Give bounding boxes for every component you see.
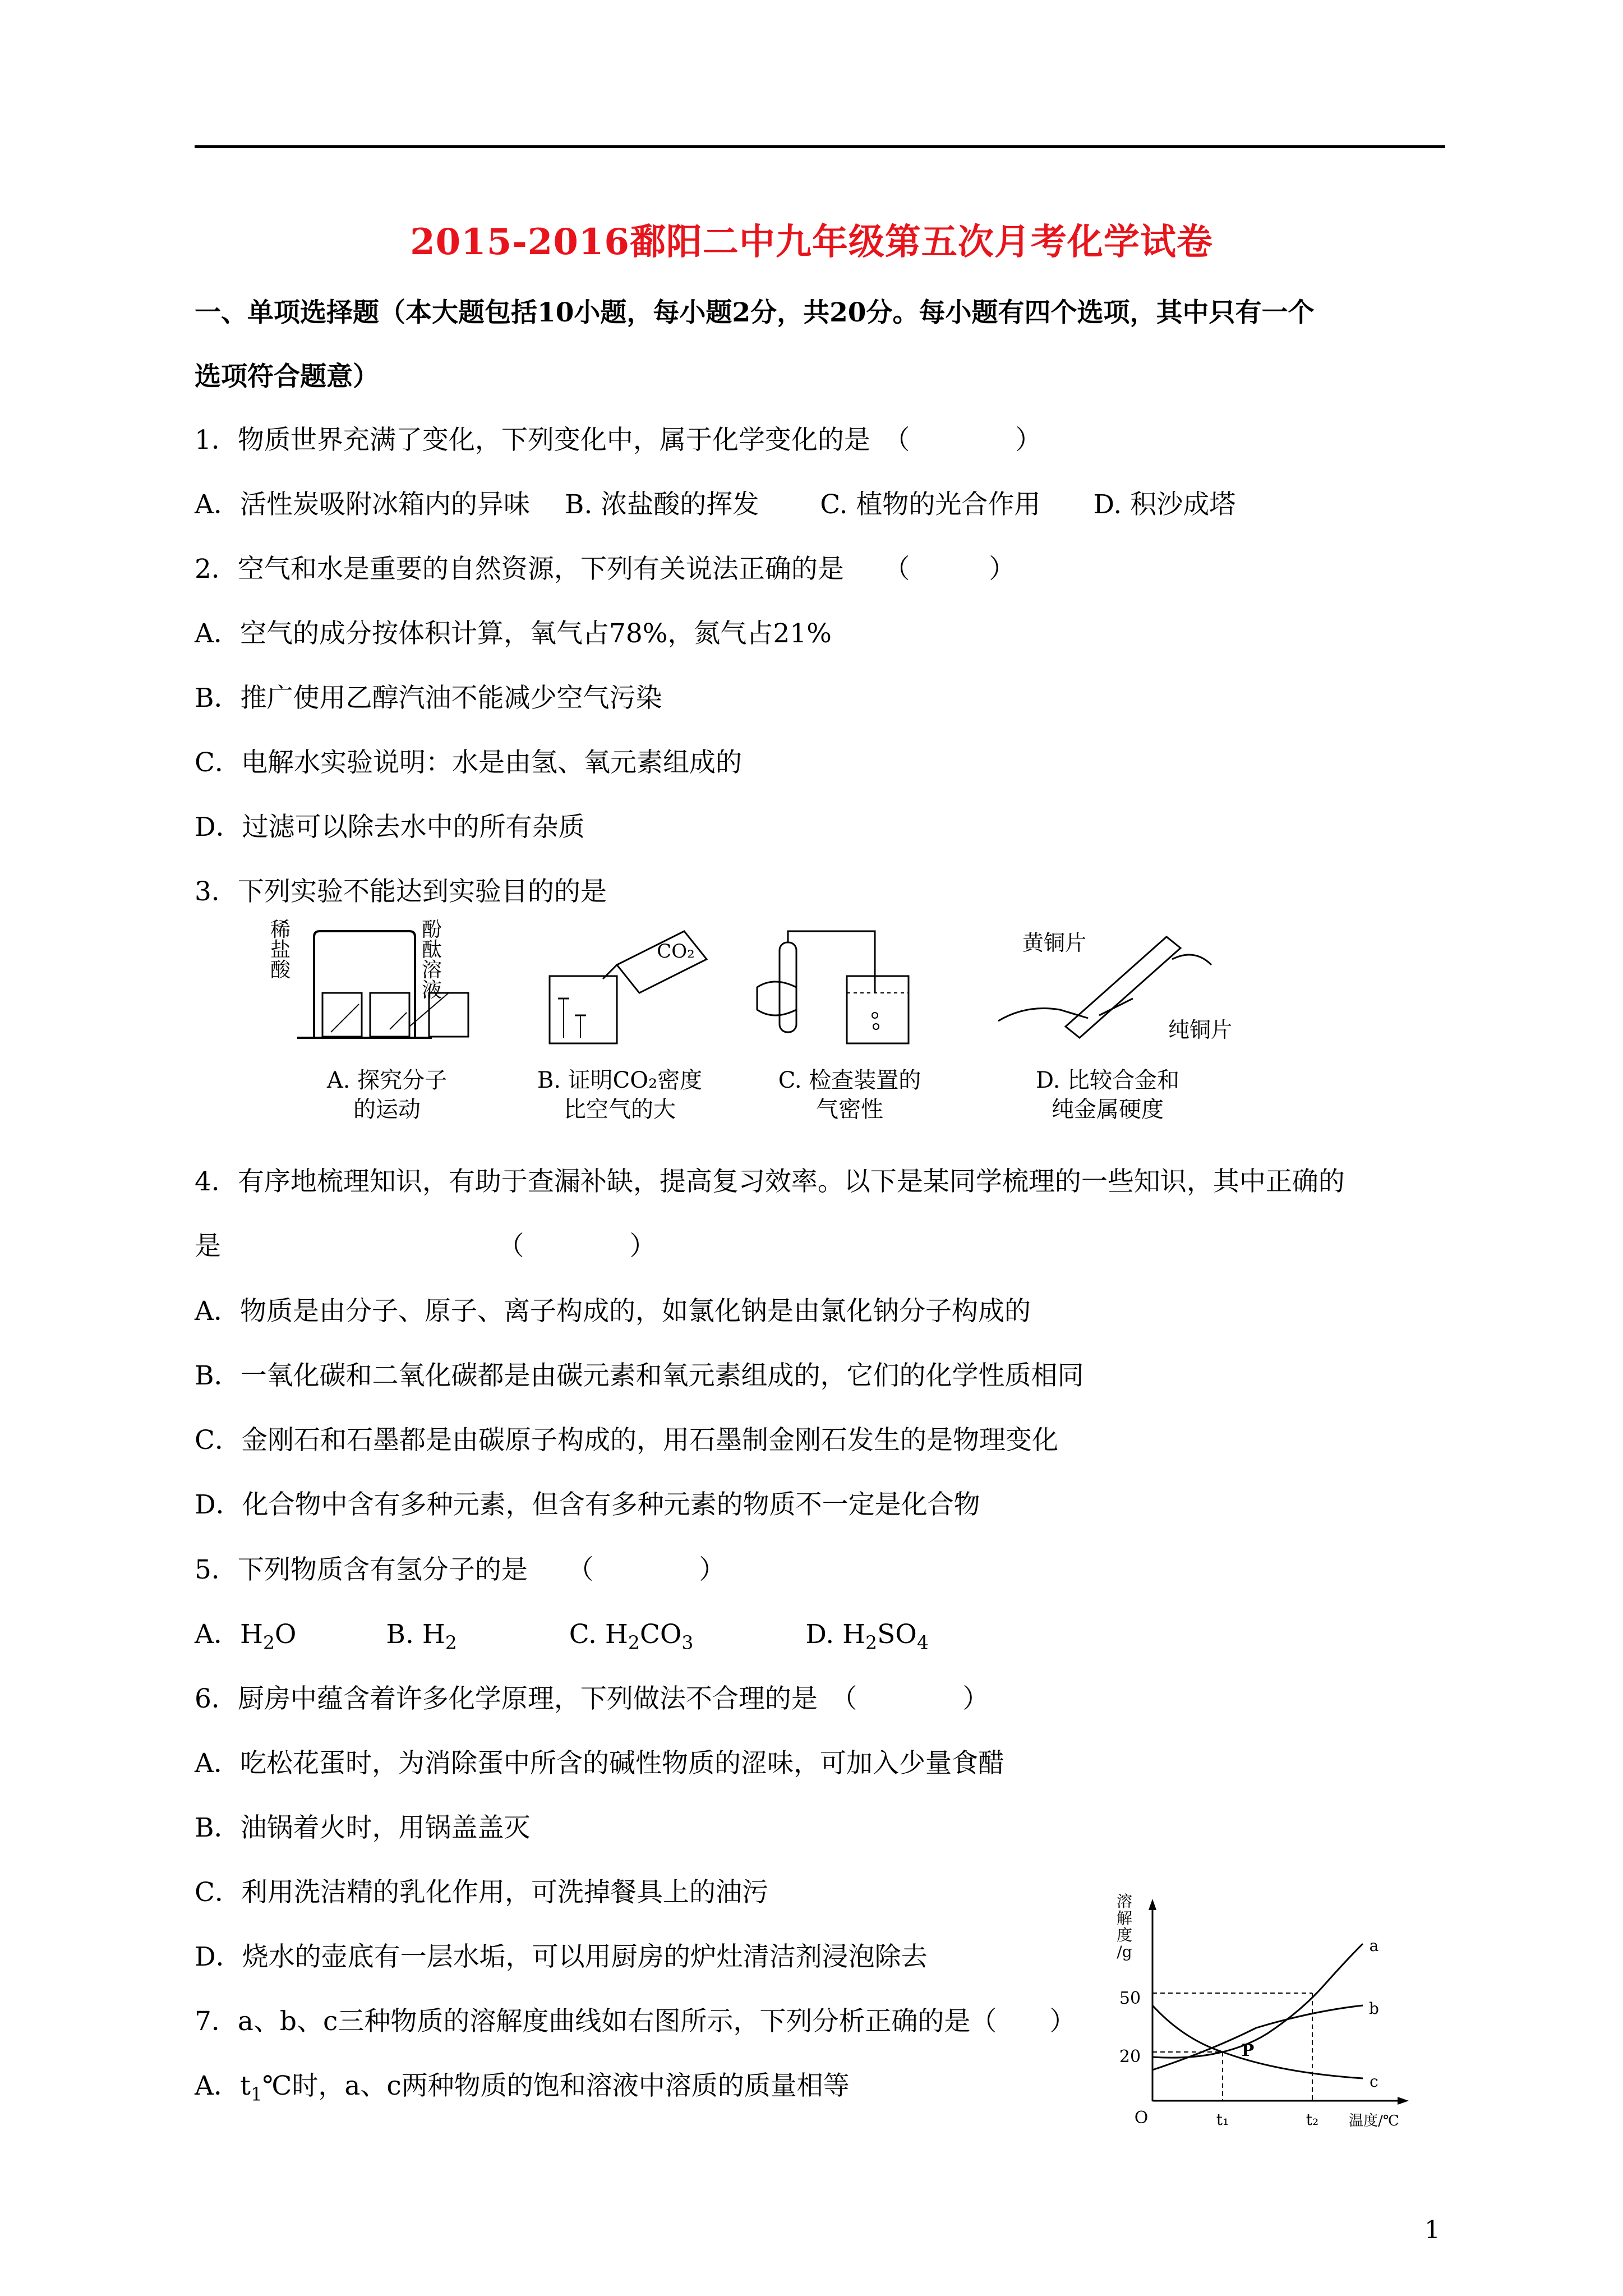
point-p-label: P xyxy=(1241,2041,1255,2060)
figure-a-caption: A. 探究分子 xyxy=(326,1068,448,1093)
q5-stem: 5．下列物质含有氢分子的是 （ ） xyxy=(195,1554,726,1585)
q6-option-d: D．烧水的壶底有一层水垢，可以用厨房的炉灶清洁剂浸泡除去 xyxy=(195,1941,928,1972)
figure-d-caption-2: 纯金属硬度 xyxy=(1052,1097,1164,1122)
label-phenolphthalein: 酚 酞 溶 液 xyxy=(421,918,442,1002)
q4-option-c: C．金刚石和石墨都是由碳原子构成的，用石墨制金刚石发生的是物理变化 xyxy=(195,1425,1058,1456)
figure-a-molecule-motion xyxy=(270,918,505,1133)
label-brass-sheet: 黄铜片 xyxy=(1022,931,1086,955)
figure-c-caption-2: 气密性 xyxy=(816,1097,883,1122)
q2-option-b: B．推广使用乙醇汽油不能减少空气污染 xyxy=(195,683,662,714)
chart-ylabel: 溶 解 度 /g xyxy=(1116,1892,1132,1961)
x-axis-arrow xyxy=(1398,2097,1409,2105)
q7-stem: 7．a、b、c三种物质的溶解度曲线如右图所示，下列分析正确的是（ ） xyxy=(195,2006,1076,2037)
xtick-t1: t₁ xyxy=(1216,2110,1229,2129)
q6-option-c: C．利用洗洁精的乳化作用，可洗掉餐具上的油污 xyxy=(195,1877,768,1908)
q2-option-d: D．过滤可以除去水中的所有杂质 xyxy=(195,812,585,843)
curve-b-label: b xyxy=(1369,1999,1379,2018)
q4-stem: 4．有序地梳理知识，有助于查漏补缺，提高复习效率。以下是某同学梳理的一些知识，其中正确的 xyxy=(195,1166,1345,1197)
q2-stem: 2．空气和水是重要的自然资源，下列有关说法正确的是 （ ） xyxy=(195,554,1016,585)
xtick-t2: t₂ xyxy=(1306,2110,1319,2129)
page-number: 1 xyxy=(1424,2216,1440,2244)
q6-option-a: A．吃松花蛋时，为消除蛋中所含的碱性物质的涩味，可加入少量食醋 xyxy=(195,1748,1004,1779)
ytick-50: 50 xyxy=(1119,1989,1141,2008)
curve-c xyxy=(1152,2005,1363,2078)
chart-origin: O xyxy=(1134,2108,1149,2128)
q3-figures xyxy=(270,918,1262,1133)
q4-option-d: D．化合物中含有多种元素，但含有多种元素的物质不一定是化合物 xyxy=(195,1489,980,1520)
figure-d-caption: D. 比较合金和 xyxy=(1035,1068,1180,1093)
q6-option-b: B．油锅着火时，用锅盖盖灭 xyxy=(195,1812,531,1843)
label-pure-copper-sheet: 纯铜片 xyxy=(1168,1018,1232,1042)
co2-bottle-label: CO₂ xyxy=(657,940,695,963)
q1-stem: 1．物质世界充满了变化，下列变化中，属于化学变化的是 （ ） xyxy=(195,425,1042,455)
page-title: 2015-2016鄱阳二中九年级第五次月考化学试卷 xyxy=(410,221,1213,263)
q5-options xyxy=(195,1618,929,1659)
figure-d-hardness xyxy=(987,926,1239,1133)
figure-b-caption: B. 证明CO₂密度 xyxy=(537,1068,703,1093)
figure-b-co2-density xyxy=(533,926,718,1133)
q5-option-c: C. $H_2CO_3$ xyxy=(569,1619,694,1654)
q4-option-b: B．一氧化碳和二氧化碳都是由碳元素和氧元素组成的，它们的化学性质相同 xyxy=(195,1360,1084,1391)
curve-c-label: c xyxy=(1370,2072,1378,2091)
ytick-20: 20 xyxy=(1119,2047,1141,2067)
beaker-bell-jar-diagram xyxy=(280,926,505,1055)
curve-a xyxy=(1152,1944,1363,2058)
figure-c-caption: C. 检查装置的 xyxy=(778,1068,921,1093)
q5-option-b: B. $H_2$ xyxy=(386,1619,457,1654)
q2-option-c: C．电解水实验说明：水是由氢、氧元素组成的 xyxy=(195,747,742,778)
figure-a-caption-2: 的运动 xyxy=(353,1097,421,1122)
solubility-curve-chart xyxy=(1099,1893,1413,2134)
figure-b-caption-2: 比空气的大 xyxy=(564,1097,676,1122)
q7-option-a: A．$t_1℃$时，a、c两种物质的饱和溶液中溶质的质量相等 xyxy=(195,2070,850,2105)
y-axis-arrow xyxy=(1149,1899,1156,1910)
q4-stem-cont: 是 （ ） xyxy=(195,1231,656,1262)
airtightness-apparatus xyxy=(746,926,959,1055)
q2-option-a: A．空气的成分按体积计算，氧气占78%，氮气占21% xyxy=(195,618,832,649)
section-heading-cont: 选项符合题意） xyxy=(195,361,379,392)
figure-c-airtightness xyxy=(746,926,959,1133)
header-rule xyxy=(195,145,1445,148)
q5-option-d: D. $H_2SO_4$ xyxy=(805,1619,929,1654)
curve-a-label: a xyxy=(1369,1936,1379,1955)
label-dilute-hcl: 稀 盐 酸 xyxy=(270,918,291,982)
section-heading: 一、单项选择题（本大题包括10小题，每小题2分，共20分。每小题有四个选项，其中只有一个 xyxy=(195,297,1315,328)
q4-option-a: A．物质是由分子、原子、离子构成的，如氯化钠是由氯化钠分子构成的 xyxy=(195,1296,1031,1327)
q3-stem: 3．下列实验不能达到实验目的的是 xyxy=(195,876,607,907)
q6-stem: 6．厨房中蕴含着许多化学原理，下列做法不合理的是 （ ） xyxy=(195,1683,989,1714)
q5-option-a: A．$H_2O$ xyxy=(195,1619,297,1654)
chart-xlabel: 温度/℃ xyxy=(1349,2113,1399,2129)
curve-b xyxy=(1152,2005,1363,2070)
q1-options: A．活性炭吸附冰箱内的异味 B. 浓盐酸的挥发 C. 植物的光合作用 D. 积沙成塔 xyxy=(195,489,1236,520)
